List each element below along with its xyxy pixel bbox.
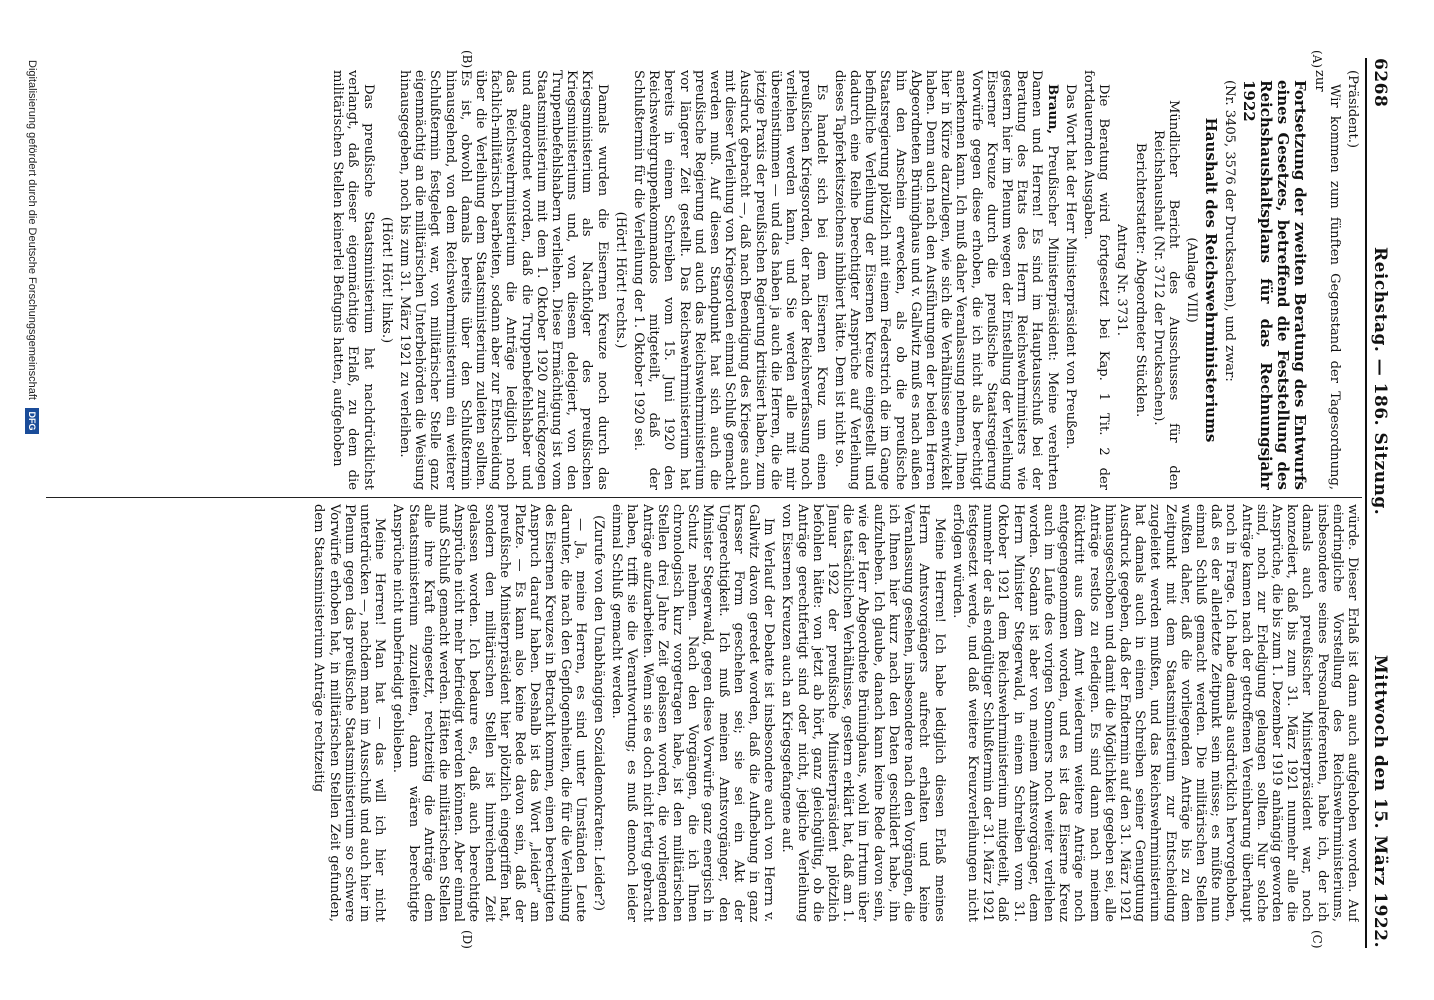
page-header: [1370, 58, 1394, 948]
header-left-title: Reichstag. — 186. Sitzung.: [1370, 246, 1390, 516]
margin-mark-d: (D): [460, 930, 474, 949]
paragraph: Meine Herren! Ich habe lediglich diesen Erlaß meines Herrn Amtsvorgängers aufrecht erhalten und keine Veranlassung gesehen, insbesondere nach den Vorgängen, die ich Ihnen hier kurz nach den Daten geschildert habe, ihn aufzuheben. Ich glaube, danach kann keine Rede davon sein, wie der Herr Abgeordnete Brüninghaus, wohl im Irrtum über die tatsächlichen Verhältnisse, gestern erklärt hat, daß am 1. Januar 1922 der preußische Ministerpräsident plötzlich befohlen hätte: von jetzt ab hört, ganz gleichgültig, ob die Anträge gerechtfertigt sind oder nicht, jegliche Verleihung von Eisernen Kreuzen auch an Kriegsgefangene auf.: [779, 504, 947, 922]
reporter-line: Berichterstatter: Abgeordneter Stücklen.: [1132, 142, 1148, 418]
agenda-intro: Wir kommen zum fünften Gegenstand der Tagesordnung, zur: [1311, 70, 1342, 490]
page-number: 6268: [1370, 58, 1390, 108]
margin-mark-c: (C): [1310, 930, 1324, 949]
paragraph: Damals wurden die Eisernen Kreuze noch durch das Kriegsministerium als Nachfolger des preußischen Kriegsministeriums und, von diesem delegiert, von den Truppenbefehlshabern verliehen. Diese Ermächtigung ist vom Staatsministerium mit dem 1. Oktober 1920 zurückgezogen und angeordnet worden, daß die Truppenbefehlshaber und das Reichswehrministerium die Anträge lediglich noch fachlich-militärisch bearbeiten, sodann aber zur Entscheidung über die Verleihung dem Staatsministerium zuleiten sollten. Es ist, obwohl damals bereits über den Schlußtermin hinausgehend, von dem Reichswehrministerium ein weiterer Schlußtermin festgelegt war, von militärischer Stelle ganz eigenmächtig an die militärischen Unterbehörden die Weisung hinausgegeben, noch bis zum 31. März 1921 zu verleihen.: [397, 70, 610, 490]
right-column: [46, 504, 1360, 922]
paragraph: Es handelt sich bei dem Eisernen Kreuz um einen preußischen Kriegsorden, der nach der Reichsverfassung noch verliehen werden kann, und Sie werden alle mit mir übereinstimmen — und das haben ja auch die Herren, die die jetzige Praxis der preußischen Regierung kritisiert haben, zum Ausdruck gebracht —, daß nach Beendigung des Krieges auch mit dieser Verleihung von Kriegsorden einmal Schluß gemacht werden muß. Auf diesen Standpunkt hat sich auch die preußische Regierung und auch das Reichswehrministerium vor längerer Zeit gestellt. Das Reichswehrministerium hat bereits in einem Schreiben vom 15. Juni 1920 den Reichswehrgruppenkommandos mitgeteilt, daß der Schlußtermin für die Verleihung der 1. Oktober 1920 sei.: [631, 70, 829, 490]
left-column: [46, 70, 1360, 490]
motion-line: Antrag Nr. 3731.: [1114, 224, 1130, 336]
paragraph: — Ja, meine Herren, es sind unter Umständen Leute darunter, die nach den Gepflogenheiten, die für die Verleihung des Eisernen Kreuzes in Betracht kommen, einen berechtigten Anspruch darauf haben. Deshalb ist das Wort „leider“ am Platze. — Es kann also keine Rede davon sein, daß der preußische Ministerpräsident hier plötzlich eingegriffen hat, sondern den militärischen Stellen ist hinreichend Zeit gelassen worden. Ich bedaure es, daß auch berechtigte Ansprüche nicht mehr befriedigt werden können. Aber einmal muß Schluß gemacht werden. Hätten die militärischen Stellen alle ihre Kraft eingesetzt, rechtzeitig die Anträge dem Staatsministerium zuzuleiten, dann wären berechtigte Ansprüche nicht unbefriedigt geblieben.: [390, 504, 588, 922]
agenda-title: Fortsetzung der zweiten Beratung des Entwurfs eines Gesetzes, betreffend die Feststellung des Reichshaushaltsplans für das Rechnungsjahr 1922: [1240, 80, 1310, 490]
budget-title: Haushalt des Reichswehrministeriums: [1202, 117, 1221, 443]
paragraph: Meine Herren! Man hat — das will ich hier nicht unterdrücken —, nachdem man im Ausschuß und auch hier im Plenum gegen das preußische Staatsministerium so schwere Vorwürfe erhoben hat, in militärischen Stellen Zeit gefunden, dem Staatsministerium Anträge rechtzeitig: [311, 504, 388, 922]
interjection: (Zurufe von den Unabhängigen Sozialdemokraten: Leider?): [591, 515, 607, 911]
paragraph: würde. Dieser Erlaß ist dann auch aufgehoben worden. Auf eindringliche Vorstellung des Reichswehrministeriums, insbesondere seines Personalreferenten, habe ich, der ich damals auch preußischer Ministerpräsident war, noch konzediert, daß bis zum 31. März 1921 nunmehr alle die Ansprüche, die bis zum 1. Dezember 1919 anhängig geworden sind, noch zur Erledigung gelangen sollten. Nur solche Anträge kamen nach der getroffenen Vereinbarung überhaupt noch in Frage. Ich habe damals ausdrücklich hervorgehoben, daß es der allerletzte Zeitpunkt sein müsse; es müßte nun einmal Schluß gemacht werden. Die militärischen Stellen wußten daher, daß die vorliegenden Anträge bis zu dem Zeitpunkt mit dem Staatsministerium zur Entscheidung zugeleitet werden mußten, und das Reichswehrministerium hat damals auch in einem Schreiben seiner Genugtuung Ausdruck gegeben, daß der Endtermin auf den 31. März 1921 hinausgeschoben und damit die Möglichkeit gegeben sei, alle Anträge restlos zu erledigen. Es sind dann nach meinem Rücktritt aus dem Amt wiederum weitere Anträge noch entgegengenommen worden, und es ist das Eiserne Kreuz auch im Laufe des vorigen Sommers noch weiter verliehen worden. Sodann ist aber von meinem Amtsvorgänger, dem Herrn Minister Stegerwald, in einem Schreiben vom 31. Oktober 1921 dem Reichswehrministerium mitgeteilt, daß nunmehr der als endgültiger Schlußtermin der 31. März 1921 festgesetzt werde, und daß weitere Kreuzverleihungen nicht erfolgen würden.: [949, 504, 1360, 922]
paragraph: Das preußische Staatsministerium hat nachdrücklichst verlangt, daß dieser eigenmächtige Erlaß, zu dem die militärischen Stellen keinerlei Befugnis hatten, aufgehoben: [330, 70, 376, 490]
interjection: (Hört! Hört! rechts.): [612, 211, 628, 349]
speaker-label: (Präsident.): [1345, 70, 1360, 148]
speech-text: Preußischer Ministerpräsident: Meine verehrten Damen und Herren! Es sind im Hauptausschuß bei der Beratung des Etats des Herrn Reichswehrministers wie gestern hier im Plenum wegen der Einstellung der Verleihung Eiserner Kreuze durch die preußische Staatsregierung Vorwürfe gegen diese erhoben, die ich nicht als berechtigt anerkennen kann. Ich muß daher Veranlassung nehmen, Ihnen hier in Kürze darzulegen, wie sich die Verhältnisse entwickelt haben. Denn auch nach den Ausführungen der beiden Herren Abgeordneten Brüninghaus und v. Gallwitz muß es nach außen hin den Anschein erwecken, als ob die preußische Staatsregierung plötzlich mit einem Federstrich die im Gange befindliche Verleihung der Eisernen Kreuze eingestellt und dadurch eine Reihe berechtigter Ansprüche auf Verleihung dieses Tapferkeitszeichens inhibiert hätte. Dem ist nicht so.: [831, 70, 1060, 490]
paragraph: Die Beratung wird fortgesetzt bei Kap. 1 Tit. 2 der fortdauernden Ausgaben.: [1080, 70, 1112, 490]
column-divider: [46, 497, 1362, 498]
speech-paragraph: [832, 70, 1060, 490]
speaker-name: Braun,: [1044, 84, 1060, 135]
paragraph: Im Verlauf der Debatte ist insbesondere auch von Herrn v. Gallwitz davon geredet worden, daß die Aufhebung in ganz krasser Form geschehen sei; sie sei ein Akt der Ungerechtigkeit. Ich muß meinen Amtsvorgänger, den Minister Stegerwald, gegen diese Vorwürfe ganz energisch in Schutz nehmen. Nach den Vorgängen, die ich Ihnen chronologisch kurz vorgetragen habe, ist den militärischen Stellen drei Jahre Zeit gelassen worden, die vorliegenden Anträge aufzuarbeiten. Wenn sie es doch nicht fertig gebracht haben, trifft sie die Verantwortung; es muß dennoch leider einmal Schluß gemacht werden.: [609, 504, 777, 922]
digitization-credit: [14, 60, 50, 940]
margin-mark-a: (A): [1310, 50, 1324, 69]
budget-annex: (Anlage VIII): [1184, 237, 1200, 323]
header-rule: [1365, 58, 1367, 948]
margin-mark-b: (B): [460, 50, 474, 69]
committee-report: Mündlicher Bericht des Ausschusses für den Reichshaushalt (Nr. 3712 der Drucksachen).: [1150, 100, 1181, 490]
credit-text: Digitalisierung gefördert durch die Deutsche Forschungsgemeinschaft: [26, 60, 38, 400]
dfg-logo: DFG: [25, 408, 39, 434]
header-right-title: Mittwoch den 15. März 1922.: [1370, 654, 1390, 948]
interjection: (Hört! Hört! links.): [378, 216, 394, 344]
paragraph: Das Wort hat der Herr Ministerpräsident von Preußen.: [1062, 84, 1078, 450]
agenda-reference: (Nr. 3405, 3576 der Drucksachen), und zwar:: [1222, 80, 1238, 382]
